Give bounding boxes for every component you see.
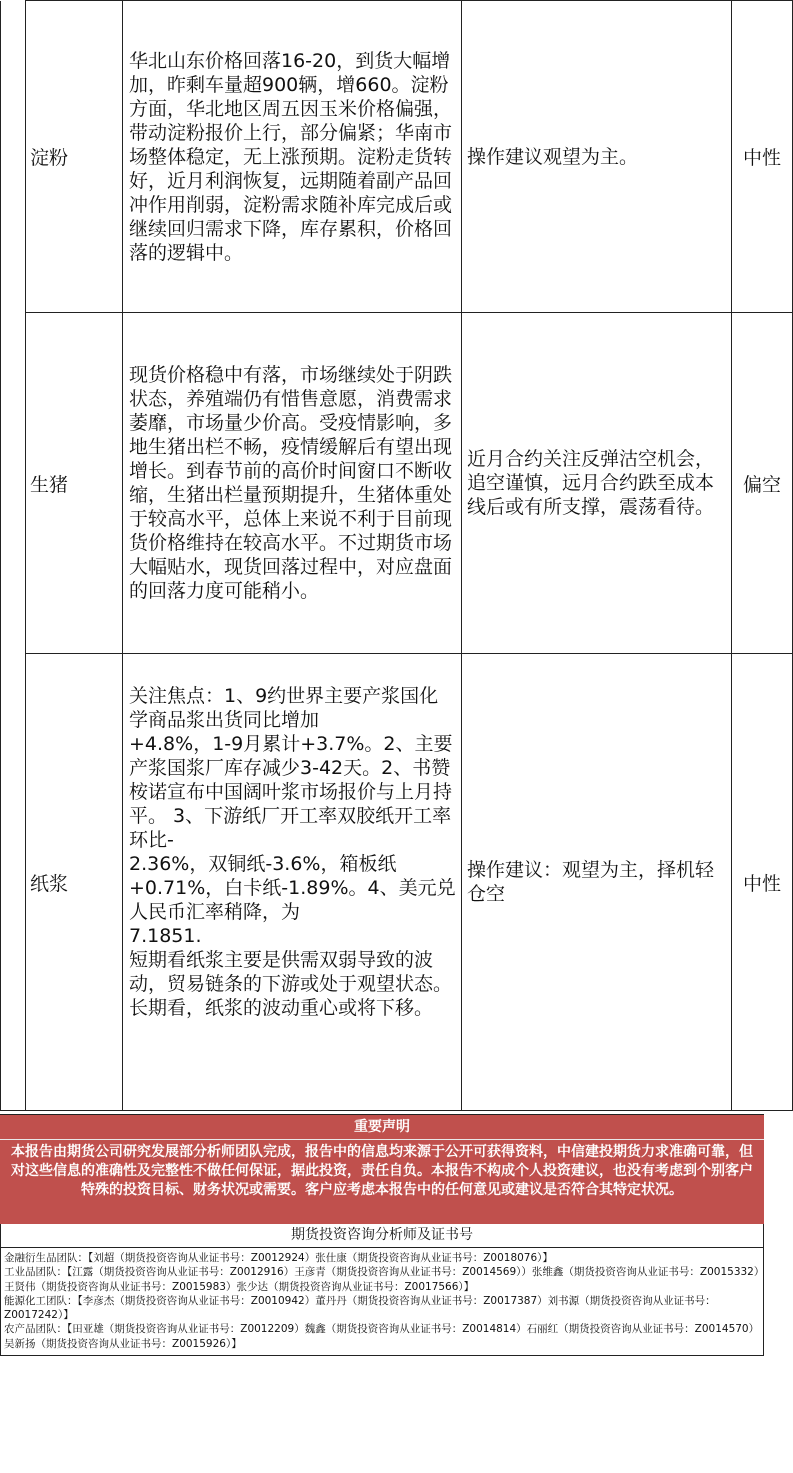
analysis-text: 现货价格稳中有落，市场继续处于阴跌状态，养殖端仍有惜售意愿，消费需求萎靡，市场量少价高。受疫情影响，多地生猪出栏不畅，疫情缓解后有望出现增长。到春节前的高价时间窗口不断收缩，生猪出栏量预期提升，生猪体重处于较高水平，总体上来说不利于目前现货价格维持在较高水平。不过期货市场大幅贴水，现货回落过程中，对应盘面的回落力度可能稍小。 [123, 313, 462, 654]
view-rating: 中性 [732, 1, 793, 313]
commodity-name: 纸浆 [26, 654, 123, 1111]
advice-text: 近月合约关注反弹沽空机会，追空谨慎，远月合约跌至成本线后或有所支撑，震荡看待。 [462, 313, 732, 654]
team-financial: 金融衍生品团队：【刘超（期货投资咨询从业证书号：Z0012924）张仕康（期货投资咨询从业证书号：Z0018076）】 [4, 1252, 553, 1264]
view-rating: 偏空 [732, 313, 793, 654]
commodity-name: 淀粉 [26, 1, 123, 313]
disclaimer-section [0, 1114, 764, 1356]
left-margin-cell [1, 1, 26, 1111]
analyst-teams [0, 1248, 764, 1356]
team-industrial: 工业品团队：【江露（期货投资咨询从业证书号：Z0012916）王彦青（期货投资咨询从业证书号：Z0014569））张维鑫（期货投资咨询从业证书号：Z0015332）王贤伟（期货投资咨询从业证书号：Z0015983）张少达（期货投资咨询从业证书号：Z0017566）】 [4, 1266, 760, 1293]
advice-text: 操作建议：观望为主，择机轻仓空 [462, 654, 732, 1111]
analysis-text [123, 654, 462, 1111]
view-rating: 中性 [732, 654, 793, 1111]
table-row-pulp [1, 654, 793, 1111]
advice-text: 操作建议观望为主。 [462, 1, 732, 313]
team-energy-chemical: 能源化工团队：【李彦杰（期货投资咨询从业证书号：Z0010942）董丹丹（期货投资咨询从业证书号：Z0017387）刘书源（期货投资咨询从业证书号：Z0017242）】 [4, 1294, 716, 1322]
table-row-starch [1, 1, 793, 313]
analysis-line: 2.36%，双铜纸-3.6%，箱板纸 [129, 853, 397, 875]
analysis-line: +0.71%，白卡纸-1.89%。4、美元兑人民币汇率稍降，为 [129, 877, 456, 923]
analysis-text: 华北山东价格回落16-20，到货大幅增加，昨剩车量超900辆，增660。淀粉方面，华北地区周五因玉米价格偏强，带动淀粉报价上行，部分偏紧；华南市场整体稳定，无上涨预期。淀粉走货转好，近月利润恢复，远期随着副产品回冲作用削弱，淀粉需求随补库完成后或继续回归需求下降，库存累积，价格回落的逻辑中。 [123, 1, 462, 313]
team-agriculture: 农产品团队：【田亚雄（期货投资咨询从业证书号：Z0012209）魏鑫（期货投资咨询从业证书号：Z0014814）石丽红（期货投资咨询从业证书号：Z0014570）吴新扬（期货投资咨询从业证书号：Z0015926）】 [4, 1323, 760, 1350]
commodity-name: 生猪 [26, 313, 123, 654]
disclaimer-title: 重要声明 [0, 1114, 764, 1140]
analysis-line: +4.8%，1-9月累计+3.7%。2、主要产浆国浆厂库存减少3-42天。2、书赞桉诺宣布中国阔叶浆市场报价与上月持平。 3、下游纸厂开工率双胶纸开工率环比- [129, 733, 453, 851]
analysts-title: 期货投资咨询分析师及证书号 [0, 1224, 764, 1248]
analysis-line: 短期看纸浆主要是供需双弱导致的波动，贸易链条的下游或处于观望状态。长期看，纸浆的波动重心或将下移。 [129, 949, 453, 1019]
table-row-hog [1, 313, 793, 654]
analysis-line: 关注焦点：1、9约世界主要产浆国化学商品浆出货同比增加 [129, 685, 439, 731]
disclaimer-body: 本报告由期货公司研究发展部分析师团队完成，报告中的信息均来源于公开可获得资料，中信建投期货力求准确可靠，但对这些信息的准确性及完整性不做任何保证，据此投资，责任自负。本报告不构成个人投资建议，也没有考虑到个别客户特殊的投资目标、财务状况或需要。客户应考虑本报告中的任何意见或建议是否符合其特定状况。 [0, 1140, 764, 1224]
analysis-line: 7.1851. [129, 925, 202, 947]
